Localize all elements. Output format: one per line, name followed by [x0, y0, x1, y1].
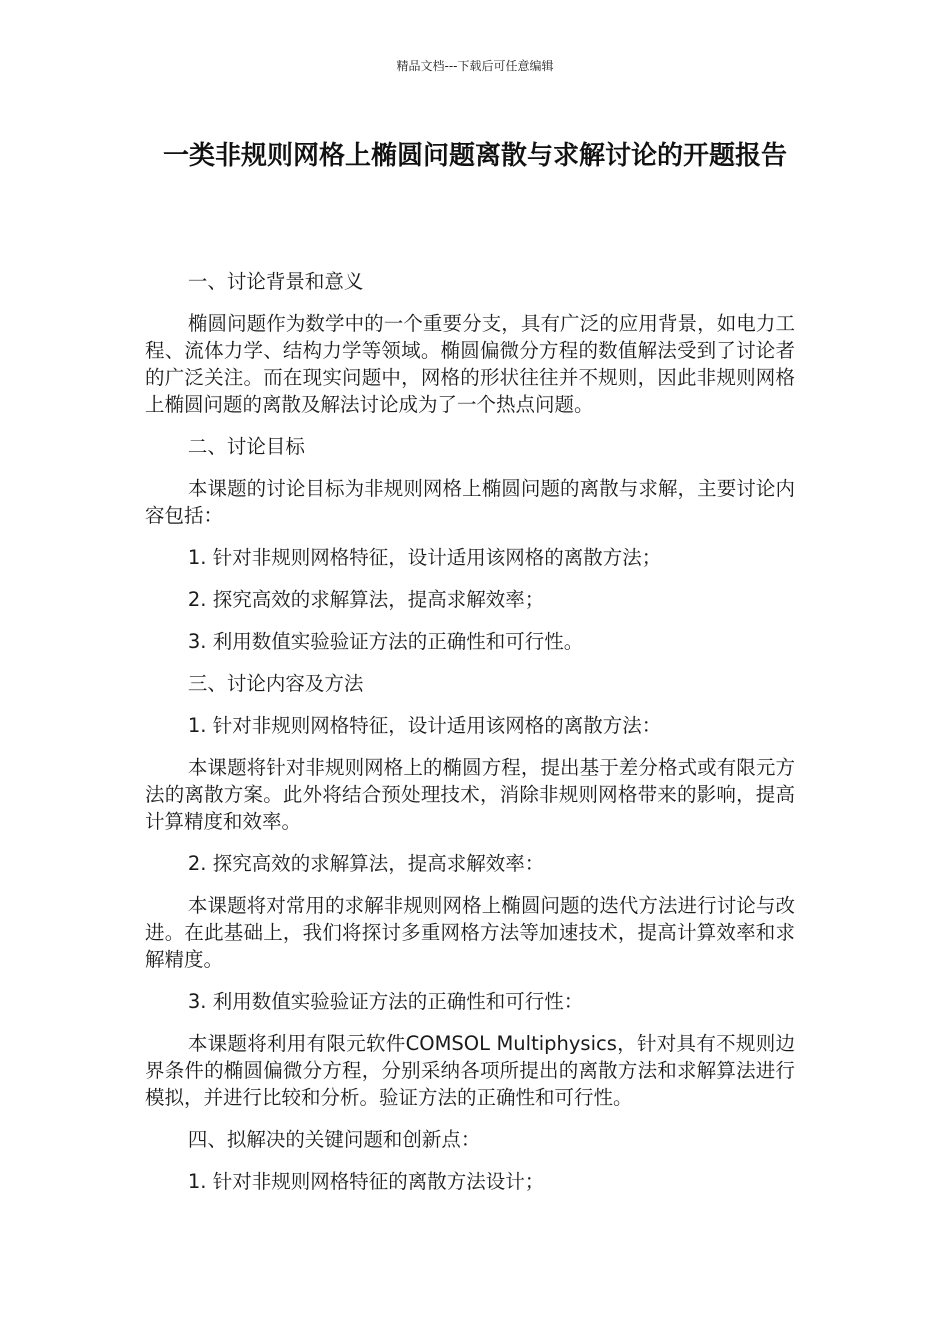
- section-heading-goals: 二、讨论目标: [187, 435, 305, 458]
- paragraph-background: 椭圆问题作为数学中的一个重要分支，具有广泛的应用背景，如电力工程、流体力学、结构力学等领域。椭圆偏微分方程的数值解法受到了讨论者的广泛关注。而在现实问题中，网格的形状往往并不规则，因此非规则网格上椭圆问题的离散及解法讨论成为了一个热点问题。: [145, 312, 795, 416]
- list-item-key-issue-1: 1. 针对非规则网格特征的离散方法设计；: [187, 1170, 545, 1193]
- header-note: 精品文档---下载后可任意编辑: [396, 59, 554, 73]
- list-item-goal-3: 3. 利用数值实验验证方法的正确性和可行性。: [187, 630, 584, 653]
- section-heading-methods: 三、讨论内容及方法: [187, 672, 364, 695]
- paragraph-method-2: 本课题将对常用的求解非规则网格上椭圆问题的迭代方法进行讨论与改进。在此基础上，我们将探讨多重网格方法等加速技术，提高计算效率和求解精度。: [145, 894, 795, 971]
- section-heading-key-issues: 四、拟解决的关键问题和创新点：: [187, 1128, 481, 1151]
- method-heading-3: 3. 利用数值实验验证方法的正确性和可行性：: [187, 990, 584, 1013]
- paragraph-goals: 本课题的讨论目标为非规则网格上椭圆问题的离散与求解，主要讨论内容包括：: [145, 477, 795, 527]
- document-body: [145, 268, 795, 1210]
- document-title: 一类非规则网格上椭圆问题离散与求解讨论的开题报告: [162, 141, 787, 171]
- section-heading-background: 一、讨论背景和意义: [187, 270, 364, 293]
- list-item-goal-2: 2. 探究高效的求解算法，提高求解效率；: [187, 588, 545, 611]
- paragraph-method-3: 本课题将利用有限元软件COMSOL Multiphysics，针对具有不规则边界条件的椭圆偏微分方程，分别采纳各项所提出的离散方法和求解算法进行模拟，并进行比较和分析。验证方法的正确性和可行性。: [145, 1032, 795, 1109]
- method-heading-1: 1. 针对非规则网格特征，设计适用该网格的离散方法：: [187, 714, 662, 737]
- paragraph-method-1: 本课题将针对非规则网格上的椭圆方程，提出基于差分格式或有限元方法的离散方案。此外将结合预处理技术，消除非规则网格带来的影响，提高计算精度和效率。: [145, 756, 795, 833]
- method-heading-2: 2. 探究高效的求解算法，提高求解效率：: [187, 852, 545, 875]
- list-item-goal-1: 1. 针对非规则网格特征，设计适用该网格的离散方法；: [187, 546, 662, 569]
